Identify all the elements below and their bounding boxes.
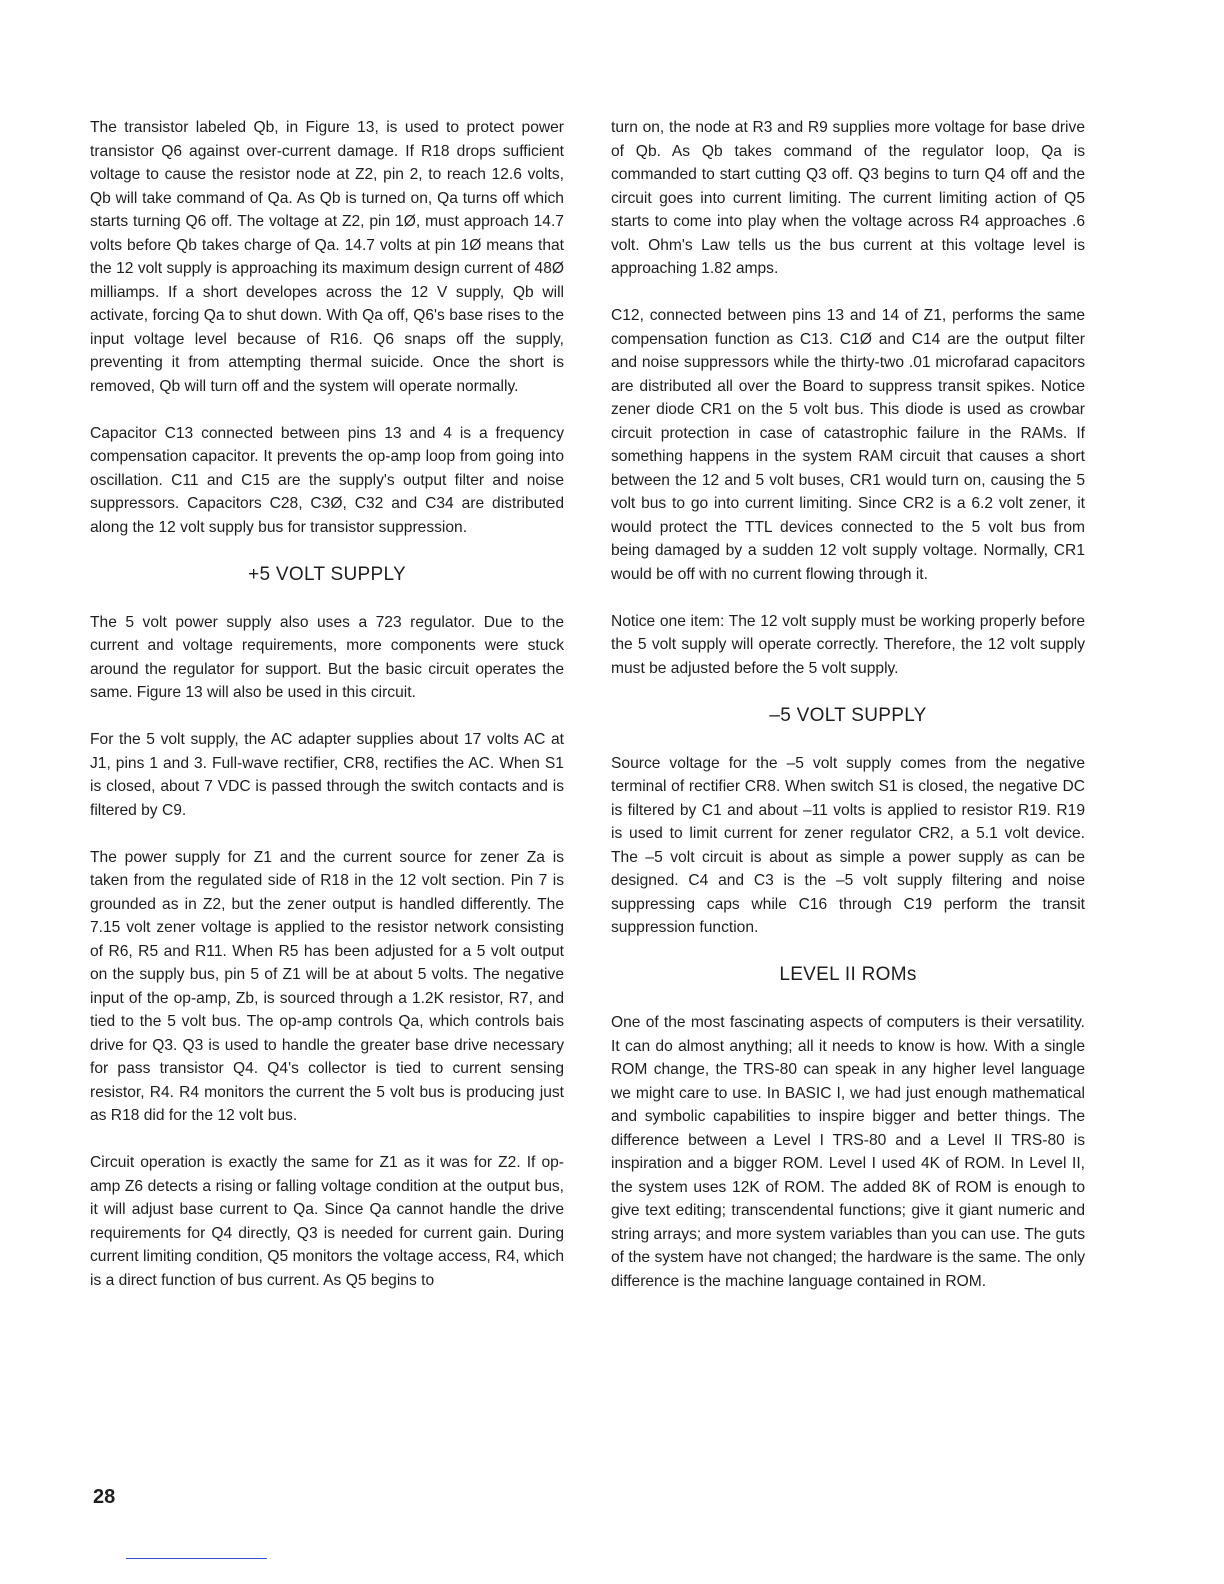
paragraph-qb-protection: The transistor labeled Qb, in Figure 13, is used to protect power transistor Q6 against over-current damage. If R18 drops sufficient voltage to cause the resistor node at Z2, pin 2, to reach 12.6 volts, Qb will take command of Qa. As Qb is turned on, Qa turns off which starts turning Q6 off. The voltage at Z2, pin 1Ø, must approach 14.7 volts before Qb takes charge of Qa. 14.7 volts at pin 1Ø means that the 12 volt supply is approaching its maximum design current of 48Ø milliamps. If a short developes across the 12 V supply, Qb will activate, forcing Qa to shut down. With Qa off, Q6's base rises to the input voltage level because of R16. Q6 snaps off the supply, preventing it from attempting thermal suicide. Once the short is removed, Qb will turn off and the system will operate normally.	[90, 119, 564, 395]
paragraph-minus-5v-source: Source voltage for the –5 volt supply comes from the negative terminal of rectifier CR8. When switch S1 is closed, the negative DC is filtered by C1 and about –11 volts is applied to resistor R19. R19 is used to limit current for zener regulator CR2, a 5.1 volt device. The –5 volt circuit is about as simple a power supply as can be designed. C4 and C3 is the –5 volt supply filtering and noise suppressing caps while C16 through C19 perform the transit suppression function.	[611, 754, 1085, 936]
paragraph-z1-power: The power supply for Z1 and the current source for zener Za is taken from the regulated side of R18 in the 12 volt section. Pin 7 is grounded as in Z2, but the zener output is handled differently. The 7.15 volt zener voltage is applied to the resistor network consisting of R6, R5 and R11. When R5 has been adjusted for a 5 volt output on the supply bus, pin 5 of Z1 will be at about 5 volts. The negative input of the op-amp, Zb, is sourced through a 1.2K resistor, R7, and tied to the 5 volt bus. The op-amp controls Qa, which controls bais drive for Q3. Q3 is used to handle the greater base drive necessary for pass transistor Q4. Q4's collector is tied to current sensing resistor, R4. R4 monitors the current the 5 volt bus is producing just as R18 did for the 12 volt bus.	[90, 848, 564, 1124]
paragraph-current-limiting: turn on, the node at R3 and R9 supplies more voltage for base drive of Qb. As Qb takes command of the regulator loop, Qa is commanded to start cutting Q3 off. Q3 begins to turn Q4 off and the circuit goes into current limiting. The current limiting action of Q5 starts to come into play when the voltage across R4 approaches .6 volt. Ohm's Law tells us the bus current at this voltage level is approaching 1.82 amps.	[611, 119, 1085, 277]
paragraph-notice-item: Notice one item: The 12 volt supply must be working properly before the 5 volt supply will operate correctly. Therefore, the 12 volt supply must be adjusted before the 5 volt supply.	[611, 612, 1085, 677]
paragraph-c13-compensation: Capacitor C13 connected between pins 13 and 4 is a frequency compensation capacitor. It prevents the op-amp loop from going into oscillation. C11 and C15 are the supply's output filter and noise suppressors. Capacitors C28, C3Ø, C32 and C34 are distributed along the 12 volt supply bus for transistor suppression.	[90, 424, 564, 536]
heading-plus-5-volt-supply: +5 VOLT SUPPLY	[248, 563, 406, 585]
paragraph-5v-regulator: The 5 volt power supply also uses a 723 regulator. Due to the current and voltage requirements, more components were stuck around the regulator for support. But the basic circuit operates the same. Figure 13 will also be used in this circuit.	[90, 613, 564, 701]
paragraph-5v-ac-adapter: For the 5 volt supply, the AC adapter supplies about 17 volts AC at J1, pins 1 and 3. Full-wave rectifier, CR8, rectifies the AC. When S1 is closed, about 7 VDC is passed through the switch contacts and is filtered by C9.	[90, 731, 564, 819]
paragraph-c12-crowbar: C12, connected between pins 13 and 14 of Z1, performs the same compensation function as C13. C1Ø and C14 are the output filter and noise suppressors while the thirty-two .01 microfarad capacitors are distributed all over the Board to suppress transit spikes. Notice zener diode CR1 on the 5 volt bus. This diode is used as crowbar circuit protection in case of catastrophic failure in the RAMs. If something happens in the system RAM circuit that causes a short between the 12 and 5 volt buses, CR1 would turn on, causing the 5 volt bus to go into current limiting. Since CR2 is a 6.2 volt zener, it would protect the TTL devices connected to the 5 volt bus from being damaged by a sudden 12 volt supply voltage. Normally, CR1 would be off with no current flowing through it.	[611, 307, 1085, 583]
heading-minus-5-volt-supply: –5 VOLT SUPPLY	[769, 704, 927, 726]
left-column	[90, 116, 564, 1316]
page-number: 28	[93, 1486, 116, 1508]
footer-rule	[126, 1558, 267, 1559]
paragraph-level-ii-roms: One of the most fascinating aspects of computers is their versatility. It can do almost anything; all it needs to know is how. With a single ROM change, the TRS-80 can speak in any higher level language we might care to use. In BASIC I, we had just enough mathematical and symbolic capabilities to inspire bigger and better things. The difference between a Level I TRS-80 and a Level II TRS-80 is inspiration and a bigger ROM. Level I used 4K of ROM. In Level II, the system uses 12K of ROM. The added 8K of ROM is enough to give text editing; transcendental functions; give it giant numeric and string arrays; and more system variables than you can use. The guts of the system have not changed; the hardware is the same. The only difference is the machine language contained in ROM.	[611, 1014, 1085, 1290]
paragraph-circuit-operation: Circuit operation is exactly the same for Z1 as it was for Z2. If op-amp Z6 detects a rising or falling voltage condition at the output bus, it will adjust base current to Qa. Since Qa cannot handle the drive requirements for Q4 directly, Q3 is needed for current gain. During current limiting condition, Q5 monitors the voltage access, R4, which is a direct function of bus current. As Q5 begins to	[90, 1154, 564, 1289]
heading-level-ii-roms: LEVEL II ROMs	[779, 964, 917, 985]
right-column	[611, 116, 1085, 1317]
